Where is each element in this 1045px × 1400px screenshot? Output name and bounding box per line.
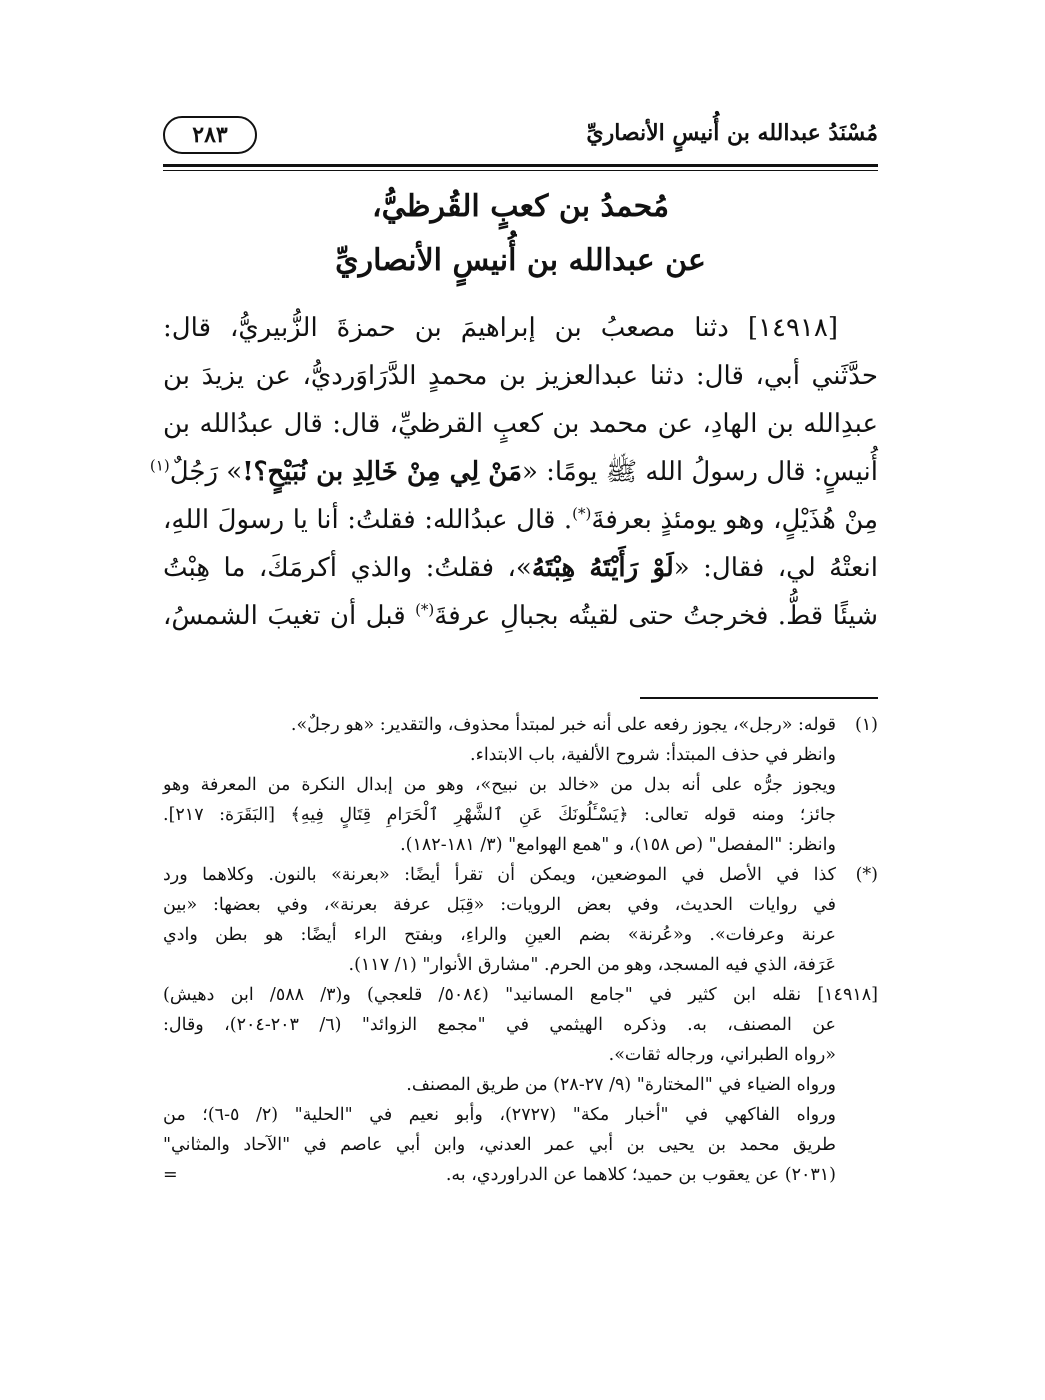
text-line <box>163 544 878 592</box>
prophetic-speech: مَنْ لِي مِنْ خَالِدِ بن نُبَيْحٍ؟! <box>242 457 522 487</box>
text-fragment: انعتْهُ لي، فقال: « <box>673 553 878 583</box>
footnote-line: [١٤٩١٨] نقله ابن كثير في "جامع المسانيد" (٥٠٨٤/ قلعجي) و(٣/ ٥٨٨/ ابن دهيش) <box>163 985 878 1005</box>
footnote-asterisk <box>163 860 878 980</box>
page-header <box>163 112 878 162</box>
chapter-title-line-2: عن عبدالله بن أُنيسٍ الأنصاريِّ <box>335 243 706 278</box>
footnote-ref[interactable]: (*) <box>572 504 592 523</box>
footnote-line: في روايات الحديث، وفي بعض الرويات: «قِبَل عرفة بعرنة»، وفي بعضها: «بين <box>163 895 836 915</box>
footnote-line: وانظر: "المفصل" (ص ١٥٨)، و "همع الهوامع" (٣/ ١٨١-١٨٢). <box>400 835 836 855</box>
text-fragment: أُنيسٍ: قال رسولُ الله ﷺ يومًا: « <box>522 457 878 487</box>
text-fragment: قبل أن تغيبَ الشمسُ، <box>163 601 416 631</box>
text-fragment: . قال عبدُالله: فقلتُ: أنا يا رسولَ اللهِ، <box>163 505 573 535</box>
text-line <box>163 496 878 544</box>
footnote-line: ورواه الفاكهي في "أخبار مكة" (٢٧٢٧)، وأبو نعيم في "الحلية" (٢/ ٥-٦)؛ من <box>163 1105 836 1125</box>
text-fragment: »، فقلتُ: والذي أكرمَكَ، ما هِبْتُ <box>163 553 532 583</box>
footnote-separator <box>640 697 878 699</box>
text-fragment: شيئًا قطُّ. فخرجتُ حتى لقيتُه بجبالِ عرفةَ <box>434 601 879 631</box>
footnote-1 <box>163 710 878 860</box>
footnotes <box>163 710 878 1190</box>
footnote-marker: (١) <box>854 715 878 735</box>
footnote-line: عرنة وعرفات». و«عُرنة» بضم العينِ والراءِ، وبفتح الراء أيضًا: هو بطن وادي <box>163 925 836 945</box>
prophetic-speech: لَوْ رَأَيْتَهُ هِبْتَهُ <box>531 553 674 583</box>
text-line <box>149 448 878 496</box>
footnote-line: ويجوز جرُّه على أنه بدل من «خالد بن نبيح»، وهو من إبدال النكرة من المعرفة وهو <box>163 775 836 795</box>
footnote-line: عَرَفة، الذي فيه المسجد، وهو من الحرم. "مشارق الأنوار" (١/ ١١٧). <box>348 955 836 975</box>
header-rule-thin <box>163 170 878 171</box>
text-line <box>163 592 878 640</box>
footnote-line: طريق محمد بن يحيى بن أبي عمر العدني، وابن أبي عاصم في "الآحاد والمثاني" <box>163 1135 836 1155</box>
footnote-takhrij <box>163 980 878 1190</box>
footnote-ref[interactable]: (١) <box>149 456 170 475</box>
text-line: حدَّثَني أبي، قال: دثنا عبدالعزيز بن محمدٍ الدَّرَاوَرديُّ، عن يزيدَ بن <box>163 361 878 391</box>
footnote-ref[interactable]: (*) <box>415 600 435 619</box>
text-line: عبدِالله بن الهادِ، عن محمد بن كعبٍ القرظيِّ، قال: قال عبدُالله بن <box>163 409 878 439</box>
footnote-line: كذا في الأصل في الموضعين، ويمكن أن تقرأ أيضًا: «بعرنة» بالنون. وكلاهما ورد <box>163 865 836 885</box>
footnote-line: عن المصنف، به. وذكره الهيثمي في "مجمع الزوائد" (٦/ ٢٠٣-٢٠٤)، وقال: <box>163 1015 836 1035</box>
header-rule-thick <box>163 164 878 167</box>
running-title: مُسْنَدُ عبدالله بن أُنيسٍ الأنصاريِّ <box>586 120 878 146</box>
chapter-title <box>163 180 878 288</box>
hadith-text <box>149 304 879 640</box>
text-line: [١٤٩١٨] دثنا مصعبُ بن إبراهيمَ بن حمزةَ الزُّبيريُّ، قال: <box>163 313 838 343</box>
footnote-line <box>163 1160 878 1190</box>
footnote-line: ورواه الضياء في "المختارة" (٩/ ٢٧-٢٨) من طريق المصنف. <box>406 1075 836 1095</box>
footnote-line: وانظر في حذف المبتدأ: شروح الألفية، باب الابتداء. <box>470 745 836 765</box>
footnote-line: جائز؛ ومنه قوله تعالى: ﴿يَسْـَٔلُونَكَ عَنِ ٱلشَّهْرِ ٱلْحَرَامِ قِتَالٍ فِيهِ﴾ [البَقَرَة: ٢١٧]. <box>163 805 836 825</box>
text-fragment: مِنْ هُذَيْلٍ، وهو يومئذٍ بعرفةَ <box>591 505 879 535</box>
text-fragment: » رَجُلٌ <box>169 457 243 487</box>
footnote-text: (٢٠٣١) عن يعقوب بن حميد؛ كلاهما عن الدراوردي، به. <box>445 1165 836 1185</box>
footnote-line: «رواه الطبراني، ورجاله ثقات». <box>608 1045 836 1065</box>
chapter-title-line-1: مُحمدُ بن كعبٍ القُرظيُّ، <box>371 189 670 224</box>
footnote-line: قوله: «رجل»، يجوز رفعه على أنه خبر لمبتدأ محذوف، والتقدير: «هو رجلٌ». <box>290 715 836 735</box>
page-number: ٢٨٣ <box>163 116 257 154</box>
footnote-marker: (*) <box>855 865 878 885</box>
continuation-mark: = <box>163 1165 178 1185</box>
